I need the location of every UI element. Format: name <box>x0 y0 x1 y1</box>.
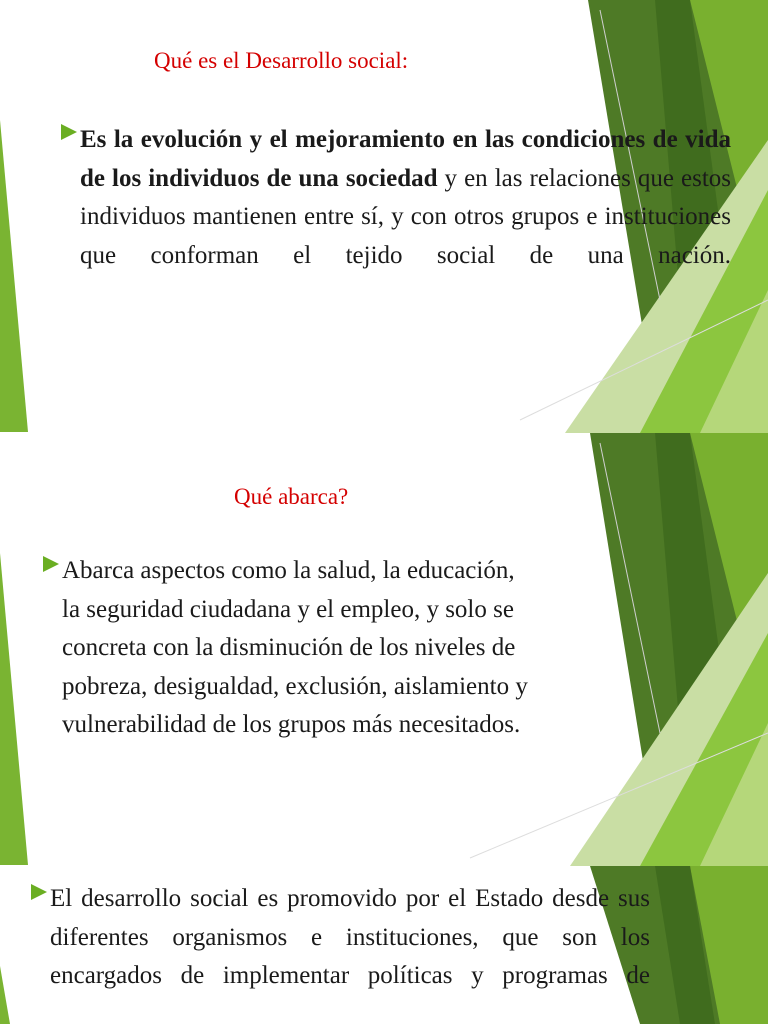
paragraph-line: pobreza, desigualdad, exclusión, aislamiento y <box>62 672 528 700</box>
paragraph-line: la seguridad ciudadana y el empleo, y solo se <box>62 595 514 623</box>
slide-paragraph: El desarrollo social es promovido por el Estado desde sus diferentes organismos e instituciones, que son los encargados de implementar políticas y programas de <box>50 885 650 989</box>
paragraph-line: concreta con la disminución de los niveles de <box>62 634 516 661</box>
slide-title: Qué es el Desarrollo social: <box>154 48 409 73</box>
paragraph-bold-text: Es la evolución y el mejoramiento en las condiciones de vida de los individuos de una sociedad <box>80 126 731 192</box>
paragraph-line: Abarca aspectos como la salud, la educación, <box>62 557 515 584</box>
slide-1 <box>0 0 768 433</box>
slide-2 <box>0 433 768 866</box>
slide-paragraph <box>80 121 731 275</box>
slide-paragraph <box>62 552 662 745</box>
bullet-arrow-icon <box>43 556 59 572</box>
slide-title: Qué abarca? <box>234 484 349 509</box>
bullet-arrow-icon <box>61 124 77 140</box>
paragraph-text: y en las relaciones que estos individuos mantienen entre sí, y con otros grupos e instituciones que conforman el tejido social de una nación. <box>80 164 732 269</box>
paragraph-line: vulnerabilidad de los grupos más necesitados. <box>62 711 521 738</box>
slide-3 <box>0 866 768 1024</box>
bullet-arrow-icon <box>31 884 47 900</box>
